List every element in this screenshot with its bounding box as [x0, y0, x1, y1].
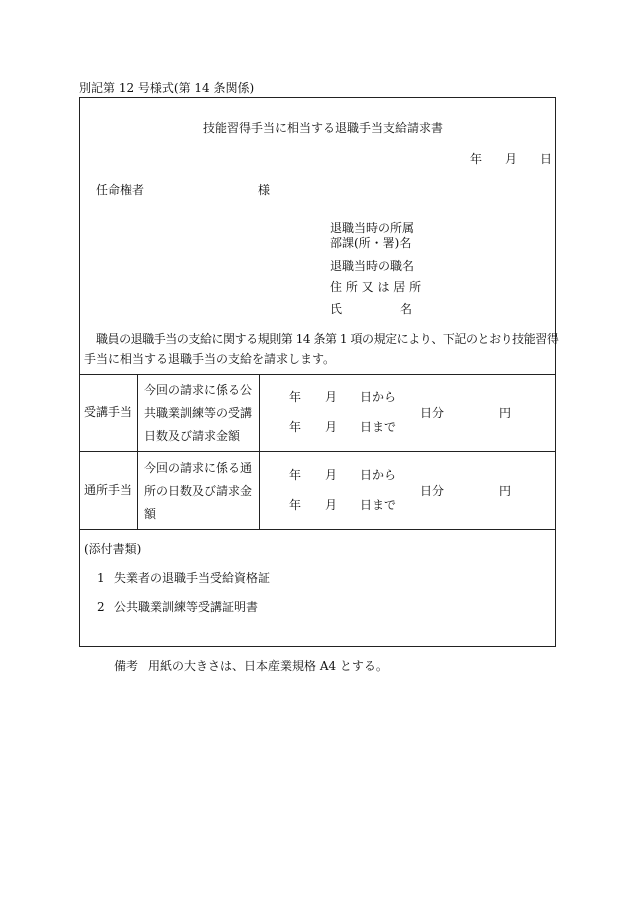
row2-desc-line1: 今回の請求に係る通: [144, 461, 253, 475]
name-shi-label: 氏: [330, 302, 343, 316]
dept-label-line2: 部課(所・署)名: [330, 236, 412, 250]
row2-from-month: 月: [325, 468, 338, 482]
attachment-item-2-text: 公共職業訓練等受講証明書: [114, 600, 259, 614]
row2-to-day: 日まで: [360, 498, 397, 512]
row2-yen-label: 円: [499, 484, 512, 498]
row2-days-label: 日分: [420, 484, 445, 498]
row2-desc-line2: 所の日数及び請求金: [144, 484, 253, 498]
body-text-line2: 手当に相当する退職手当の支給を請求します。: [84, 352, 336, 366]
note-text: 用紙の大きさは、日本産業規格 A4 とする。: [148, 659, 388, 673]
appointer-label: 任命権者: [96, 183, 145, 197]
table-bottom-line: [79, 529, 556, 530]
form-frame: [79, 97, 559, 647]
name-mei-label: 名: [400, 302, 413, 316]
row1-desc-line1: 今回の請求に係る公: [144, 383, 253, 397]
note-label: 備考: [114, 659, 139, 673]
row-label-commute-allowance: 通所手当: [84, 483, 133, 497]
row-label-lecture-allowance: 受講手当: [84, 405, 133, 419]
row1-from-day: 日から: [360, 390, 397, 404]
row1-from-year: 年: [289, 390, 302, 404]
row1-to-month: 月: [325, 420, 338, 434]
row2-to-month: 月: [325, 498, 338, 512]
attachments-heading: (添付書類): [84, 542, 142, 556]
row2-from-day: 日から: [360, 468, 397, 482]
row1-desc-line3: 日数及び請求金額: [144, 429, 241, 443]
form-title: 技能習得手当に相当する退職手当支給請求書: [203, 121, 444, 135]
row1-yen-label: 円: [499, 406, 512, 420]
table-col-divider-1: [137, 374, 138, 529]
row2-to-year: 年: [289, 498, 302, 512]
row2-from-year: 年: [289, 468, 302, 482]
row1-days-label: 日分: [420, 406, 445, 420]
position-label: 退職当時の職名: [330, 259, 415, 273]
attachment-item-1-num: 1: [97, 571, 105, 585]
dept-label-line1: 退職当時の所属: [330, 221, 415, 235]
row2-desc-line3: 額: [144, 507, 157, 521]
date-year-label: 年: [470, 152, 483, 166]
date-month-label: 月: [505, 152, 518, 166]
honorific-label: 様: [258, 183, 271, 197]
row1-to-year: 年: [289, 420, 302, 434]
date-day-label: 日: [540, 152, 553, 166]
table-top-line: [79, 374, 556, 375]
row1-to-day: 日まで: [360, 420, 397, 434]
attachment-item-1-text: 失業者の退職手当受給資格証: [114, 571, 271, 585]
table-col-divider-2: [259, 374, 260, 529]
form-number-label: 別記第 12 号様式(第 14 条関係): [79, 81, 255, 95]
attachment-item-2-num: 2: [97, 600, 105, 614]
body-text-line1: 職員の退職手当の支給に関する規則第 14 条第 1 項の規定により、下記のとおり技能習得: [96, 332, 559, 346]
table-middle-line: [79, 451, 556, 452]
address-label: 住 所 又 は 居 所: [330, 280, 422, 294]
row1-from-month: 月: [325, 390, 338, 404]
row1-desc-line2: 共職業訓練等の受講: [144, 406, 253, 420]
